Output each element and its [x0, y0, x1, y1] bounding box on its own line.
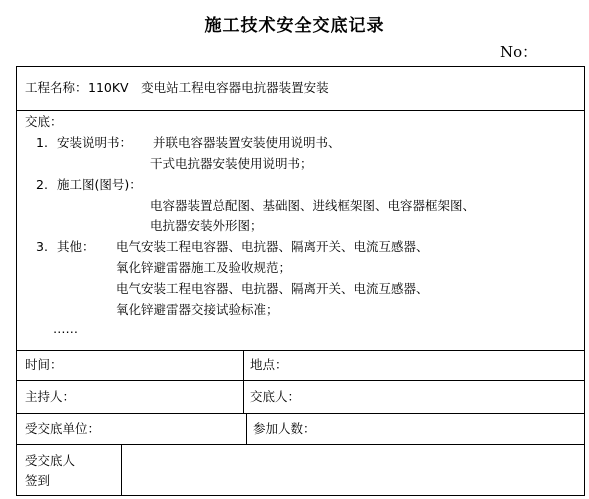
item-line: 电气安装工程电容器、电抗器、隔离开关、电流互感器、 [116, 239, 429, 254]
item-line: 氧化锌避雷器交接试验标准； [116, 302, 279, 317]
column-divider [246, 413, 247, 444]
project-name-label: 工程名称： [25, 80, 88, 95]
column-divider [243, 350, 244, 413]
item-heading: 安装说明书： [57, 135, 133, 150]
row-divider [17, 350, 584, 351]
row-divider [17, 380, 584, 381]
row-divider [17, 413, 584, 414]
signers-label-sign: 签到 [25, 473, 51, 488]
item-line: 并联电容器装置安装使用说明书、 [153, 135, 341, 150]
item-line: 电抗器安装外形图； [150, 218, 263, 233]
column-divider [121, 444, 122, 496]
item-number: 3. [36, 239, 48, 254]
project-name-value: 110KV 变电站工程电容器电抗器装置安装 [88, 80, 329, 95]
host-label: 主持人： [25, 389, 76, 404]
place-label: 地点： [250, 357, 288, 372]
participants-label: 参加人数： [253, 421, 316, 436]
ellipsis: …… [53, 321, 78, 336]
item-heading: 其他： [57, 239, 95, 254]
item-line: 干式电抗器安装使用说明书； [150, 156, 313, 171]
form-title: 施工技术安全交底记录 [204, 16, 385, 36]
row-divider [17, 444, 584, 445]
time-label: 时间： [25, 357, 63, 372]
item-number: 1. [36, 135, 48, 150]
row-divider [17, 110, 584, 111]
item-heading: 施工图(图号)： [57, 177, 142, 192]
item-line: 电气安装工程电容器、电抗器、隔离开关、电流互感器、 [116, 281, 429, 296]
receiving-unit-label: 受交底单位： [25, 421, 101, 436]
item-line: 电容器装置总配图、基础图、进线框架图、电容器框架图、 [150, 198, 476, 213]
briefer-label: 交底人： [250, 389, 301, 404]
signers-label: 受交底人 [25, 453, 76, 468]
item-line: 氧化锌避雷器施工及验收规范； [116, 260, 292, 275]
item-number: 2. [36, 177, 48, 192]
briefing-label: 交底： [25, 114, 63, 129]
document-number-label: No： [500, 43, 538, 61]
form-table [16, 66, 585, 496]
